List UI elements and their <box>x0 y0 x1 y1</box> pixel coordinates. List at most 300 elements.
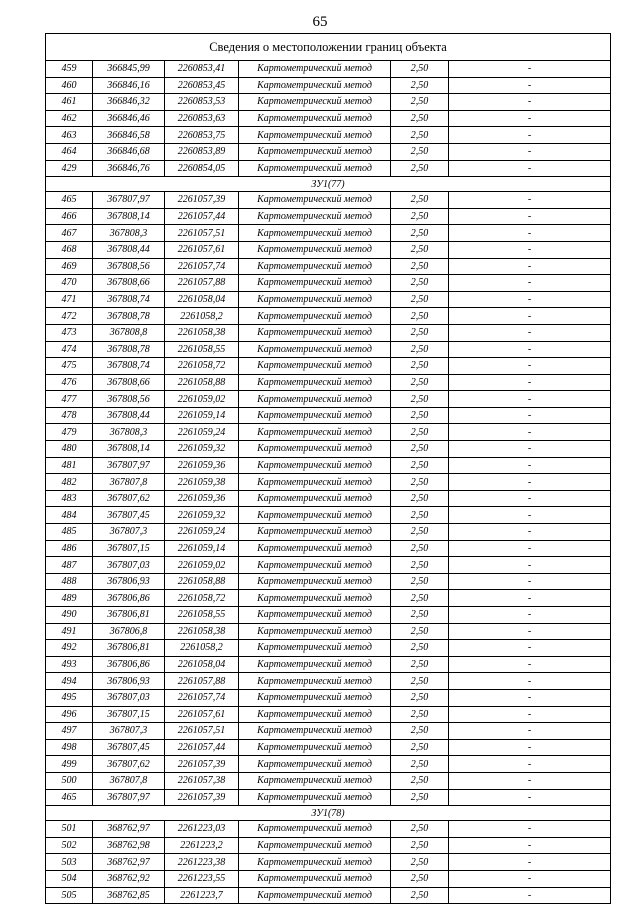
x-coordinate-cell: 367808,44 <box>93 241 165 258</box>
accuracy-cell: 2,50 <box>391 407 449 424</box>
accuracy-cell: 2,50 <box>391 789 449 806</box>
y-coordinate-cell: 2261059,38 <box>165 474 239 491</box>
table-row <box>46 590 611 607</box>
point-number-cell: 494 <box>46 673 93 690</box>
x-coordinate-cell: 368762,85 <box>93 887 165 904</box>
y-coordinate-cell: 2261058,88 <box>165 374 239 391</box>
table-row <box>46 192 611 209</box>
accuracy-cell: 2,50 <box>391 673 449 690</box>
table-row <box>46 258 611 275</box>
point-number-cell: 471 <box>46 291 93 308</box>
description-cell: - <box>449 308 611 325</box>
method-cell: Картометрический метод <box>239 673 391 690</box>
section-label: ЗУ1(77) <box>46 177 611 192</box>
accuracy-cell: 2,50 <box>391 324 449 341</box>
y-coordinate-cell: 2261057,44 <box>165 208 239 225</box>
method-cell: Картометрический метод <box>239 308 391 325</box>
y-coordinate-cell: 2261059,36 <box>165 457 239 474</box>
point-number-cell: 464 <box>46 143 93 160</box>
x-coordinate-cell: 367807,97 <box>93 457 165 474</box>
table-row <box>46 424 611 441</box>
x-coordinate-cell: 367807,15 <box>93 706 165 723</box>
description-cell: - <box>449 756 611 773</box>
x-coordinate-cell: 366846,32 <box>93 94 165 111</box>
y-coordinate-cell: 2261058,55 <box>165 607 239 624</box>
x-coordinate-cell: 367808,56 <box>93 391 165 408</box>
accuracy-cell: 2,50 <box>391 706 449 723</box>
y-coordinate-cell: 2261057,88 <box>165 673 239 690</box>
y-coordinate-cell: 2261223,03 <box>165 821 239 838</box>
x-coordinate-cell: 366846,46 <box>93 110 165 127</box>
y-coordinate-cell: 2261058,04 <box>165 291 239 308</box>
method-cell: Картометрический метод <box>239 324 391 341</box>
x-coordinate-cell: 367806,8 <box>93 623 165 640</box>
y-coordinate-cell: 2261058,38 <box>165 623 239 640</box>
x-coordinate-cell: 367808,66 <box>93 275 165 292</box>
method-cell: Картометрический метод <box>239 341 391 358</box>
y-coordinate-cell: 2261057,88 <box>165 275 239 292</box>
point-number-cell: 468 <box>46 241 93 258</box>
accuracy-cell: 2,50 <box>391 640 449 657</box>
description-cell: - <box>449 241 611 258</box>
x-coordinate-cell: 367807,15 <box>93 540 165 557</box>
table-row <box>46 457 611 474</box>
method-cell: Картометрический метод <box>239 656 391 673</box>
point-number-cell: 491 <box>46 623 93 640</box>
method-cell: Картометрический метод <box>239 358 391 375</box>
accuracy-cell: 2,50 <box>391 607 449 624</box>
table-row <box>46 127 611 144</box>
table-row <box>46 308 611 325</box>
y-coordinate-cell: 2261057,39 <box>165 756 239 773</box>
point-number-cell: 429 <box>46 160 93 177</box>
method-cell: Картометрический метод <box>239 241 391 258</box>
x-coordinate-cell: 367808,66 <box>93 374 165 391</box>
accuracy-cell: 2,50 <box>391 772 449 789</box>
y-coordinate-cell: 2260853,75 <box>165 127 239 144</box>
point-number-cell: 474 <box>46 341 93 358</box>
table-row <box>46 358 611 375</box>
y-coordinate-cell: 2260853,41 <box>165 61 239 78</box>
table-row <box>46 341 611 358</box>
method-cell: Картометрический метод <box>239 772 391 789</box>
table-row <box>46 887 611 904</box>
method-cell: Картометрический метод <box>239 706 391 723</box>
method-cell: Картометрический метод <box>239 689 391 706</box>
y-coordinate-cell: 2260854,05 <box>165 160 239 177</box>
method-cell: Картометрический метод <box>239 887 391 904</box>
description-cell: - <box>449 673 611 690</box>
point-number-cell: 485 <box>46 524 93 541</box>
y-coordinate-cell: 2261057,51 <box>165 225 239 242</box>
description-cell: - <box>449 110 611 127</box>
y-coordinate-cell: 2261059,24 <box>165 524 239 541</box>
method-cell: Картометрический метод <box>239 192 391 209</box>
method-cell: Картометрический метод <box>239 94 391 111</box>
accuracy-cell: 2,50 <box>391 374 449 391</box>
y-coordinate-cell: 2260853,53 <box>165 94 239 111</box>
description-cell: - <box>449 837 611 854</box>
accuracy-cell: 2,50 <box>391 94 449 111</box>
method-cell: Картометрический метод <box>239 837 391 854</box>
table-row <box>46 789 611 806</box>
description-cell: - <box>449 258 611 275</box>
table-row <box>46 507 611 524</box>
point-number-cell: 467 <box>46 225 93 242</box>
y-coordinate-cell: 2261059,32 <box>165 441 239 458</box>
point-number-cell: 496 <box>46 706 93 723</box>
y-coordinate-cell: 2261223,55 <box>165 870 239 887</box>
y-coordinate-cell: 2260853,89 <box>165 143 239 160</box>
accuracy-cell: 2,50 <box>391 61 449 78</box>
table-row <box>46 607 611 624</box>
description-cell: - <box>449 143 611 160</box>
description-cell: - <box>449 160 611 177</box>
description-cell: - <box>449 723 611 740</box>
point-number-cell: 497 <box>46 723 93 740</box>
table-row <box>46 208 611 225</box>
point-number-cell: 502 <box>46 837 93 854</box>
x-coordinate-cell: 367807,03 <box>93 689 165 706</box>
accuracy-cell: 2,50 <box>391 557 449 574</box>
x-coordinate-cell: 367807,45 <box>93 739 165 756</box>
method-cell: Картометрический метод <box>239 258 391 275</box>
y-coordinate-cell: 2261057,44 <box>165 739 239 756</box>
method-cell: Картометрический метод <box>239 590 391 607</box>
method-cell: Картометрический метод <box>239 275 391 292</box>
section-header-row <box>46 806 611 821</box>
point-number-cell: 478 <box>46 407 93 424</box>
accuracy-cell: 2,50 <box>391 870 449 887</box>
point-number-cell: 483 <box>46 490 93 507</box>
x-coordinate-cell: 367807,62 <box>93 756 165 773</box>
accuracy-cell: 2,50 <box>391 457 449 474</box>
method-cell: Картометрический метод <box>239 225 391 242</box>
method-cell: Картометрический метод <box>239 524 391 541</box>
accuracy-cell: 2,50 <box>391 723 449 740</box>
table-row <box>46 772 611 789</box>
table-row <box>46 756 611 773</box>
table-row <box>46 441 611 458</box>
x-coordinate-cell: 367807,8 <box>93 772 165 789</box>
accuracy-cell: 2,50 <box>391 192 449 209</box>
method-cell: Картометрический метод <box>239 160 391 177</box>
accuracy-cell: 2,50 <box>391 241 449 258</box>
table-row <box>46 821 611 838</box>
table-row <box>46 723 611 740</box>
table-row <box>46 623 611 640</box>
y-coordinate-cell: 2261057,39 <box>165 192 239 209</box>
y-coordinate-cell: 2261057,74 <box>165 258 239 275</box>
x-coordinate-cell: 367808,14 <box>93 441 165 458</box>
point-number-cell: 466 <box>46 208 93 225</box>
table-row <box>46 391 611 408</box>
point-number-cell: 484 <box>46 507 93 524</box>
x-coordinate-cell: 367808,8 <box>93 324 165 341</box>
description-cell: - <box>449 540 611 557</box>
description-cell: - <box>449 457 611 474</box>
description-cell: - <box>449 507 611 524</box>
y-coordinate-cell: 2261058,88 <box>165 573 239 590</box>
accuracy-cell: 2,50 <box>391 590 449 607</box>
method-cell: Картометрический метод <box>239 756 391 773</box>
x-coordinate-cell: 367806,81 <box>93 640 165 657</box>
x-coordinate-cell: 367807,45 <box>93 507 165 524</box>
point-number-cell: 480 <box>46 441 93 458</box>
description-cell: - <box>449 739 611 756</box>
description-cell: - <box>449 61 611 78</box>
y-coordinate-cell: 2261059,32 <box>165 507 239 524</box>
accuracy-cell: 2,50 <box>391 524 449 541</box>
method-cell: Картометрический метод <box>239 441 391 458</box>
description-cell: - <box>449 789 611 806</box>
table-row <box>46 640 611 657</box>
description-cell: - <box>449 607 611 624</box>
y-coordinate-cell: 2261057,74 <box>165 689 239 706</box>
description-cell: - <box>449 374 611 391</box>
accuracy-cell: 2,50 <box>391 258 449 275</box>
accuracy-cell: 2,50 <box>391 160 449 177</box>
point-number-cell: 493 <box>46 656 93 673</box>
method-cell: Картометрический метод <box>239 424 391 441</box>
x-coordinate-cell: 368762,92 <box>93 870 165 887</box>
description-cell: - <box>449 524 611 541</box>
table-row <box>46 77 611 94</box>
method-cell: Картометрический метод <box>239 61 391 78</box>
method-cell: Картометрический метод <box>239 77 391 94</box>
x-coordinate-cell: 367808,74 <box>93 291 165 308</box>
description-cell: - <box>449 441 611 458</box>
method-cell: Картометрический метод <box>239 821 391 838</box>
method-cell: Картометрический метод <box>239 208 391 225</box>
description-cell: - <box>449 706 611 723</box>
point-number-cell: 476 <box>46 374 93 391</box>
table-row <box>46 110 611 127</box>
y-coordinate-cell: 2260853,45 <box>165 77 239 94</box>
x-coordinate-cell: 368762,98 <box>93 837 165 854</box>
description-cell: - <box>449 870 611 887</box>
table-row <box>46 225 611 242</box>
description-cell: - <box>449 854 611 871</box>
description-cell: - <box>449 77 611 94</box>
x-coordinate-cell: 367807,8 <box>93 474 165 491</box>
method-cell: Картометрический метод <box>239 789 391 806</box>
accuracy-cell: 2,50 <box>391 341 449 358</box>
x-coordinate-cell: 368762,97 <box>93 821 165 838</box>
x-coordinate-cell: 367807,97 <box>93 789 165 806</box>
y-coordinate-cell: 2261059,36 <box>165 490 239 507</box>
table-row <box>46 474 611 491</box>
table-row <box>46 94 611 111</box>
x-coordinate-cell: 366846,68 <box>93 143 165 160</box>
table-row <box>46 573 611 590</box>
x-coordinate-cell: 367808,74 <box>93 358 165 375</box>
point-number-cell: 475 <box>46 358 93 375</box>
accuracy-cell: 2,50 <box>391 689 449 706</box>
point-number-cell: 461 <box>46 94 93 111</box>
method-cell: Картометрический метод <box>239 607 391 624</box>
x-coordinate-cell: 367807,3 <box>93 524 165 541</box>
table-row <box>46 656 611 673</box>
y-coordinate-cell: 2261059,24 <box>165 424 239 441</box>
accuracy-cell: 2,50 <box>391 110 449 127</box>
x-coordinate-cell: 368762,97 <box>93 854 165 871</box>
description-cell: - <box>449 573 611 590</box>
accuracy-cell: 2,50 <box>391 441 449 458</box>
method-cell: Картометрический метод <box>239 391 391 408</box>
description-cell: - <box>449 275 611 292</box>
point-number-cell: 499 <box>46 756 93 773</box>
y-coordinate-cell: 2261223,38 <box>165 854 239 871</box>
y-coordinate-cell: 2261058,04 <box>165 656 239 673</box>
point-number-cell: 481 <box>46 457 93 474</box>
point-number-cell: 460 <box>46 77 93 94</box>
description-cell: - <box>449 656 611 673</box>
accuracy-cell: 2,50 <box>391 656 449 673</box>
description-cell: - <box>449 474 611 491</box>
point-number-cell: 505 <box>46 887 93 904</box>
method-cell: Картометрический метод <box>239 457 391 474</box>
accuracy-cell: 2,50 <box>391 739 449 756</box>
table-row <box>46 706 611 723</box>
accuracy-cell: 2,50 <box>391 275 449 292</box>
x-coordinate-cell: 366846,58 <box>93 127 165 144</box>
method-cell: Картометрический метод <box>239 540 391 557</box>
method-cell: Картометрический метод <box>239 407 391 424</box>
description-cell: - <box>449 208 611 225</box>
table-row <box>46 324 611 341</box>
x-coordinate-cell: 366846,16 <box>93 77 165 94</box>
method-cell: Картометрический метод <box>239 723 391 740</box>
accuracy-cell: 2,50 <box>391 837 449 854</box>
description-cell: - <box>449 424 611 441</box>
table-row <box>46 739 611 756</box>
table-row <box>46 275 611 292</box>
description-cell: - <box>449 94 611 111</box>
method-cell: Картометрический метод <box>239 640 391 657</box>
point-number-cell: 459 <box>46 61 93 78</box>
y-coordinate-cell: 2261057,51 <box>165 723 239 740</box>
y-coordinate-cell: 2261057,61 <box>165 706 239 723</box>
y-coordinate-cell: 2261059,14 <box>165 407 239 424</box>
accuracy-cell: 2,50 <box>391 490 449 507</box>
point-number-cell: 501 <box>46 821 93 838</box>
table-row <box>46 689 611 706</box>
description-cell: - <box>449 623 611 640</box>
y-coordinate-cell: 2261059,02 <box>165 391 239 408</box>
description-cell: - <box>449 821 611 838</box>
point-number-cell: 490 <box>46 607 93 624</box>
point-number-cell: 470 <box>46 275 93 292</box>
table-row <box>46 61 611 78</box>
y-coordinate-cell: 2261059,02 <box>165 557 239 574</box>
point-number-cell: 487 <box>46 557 93 574</box>
accuracy-cell: 2,50 <box>391 854 449 871</box>
x-coordinate-cell: 367807,3 <box>93 723 165 740</box>
x-coordinate-cell: 367806,93 <box>93 573 165 590</box>
y-coordinate-cell: 2261057,38 <box>165 772 239 789</box>
table-row <box>46 870 611 887</box>
point-number-cell: 503 <box>46 854 93 871</box>
x-coordinate-cell: 367807,03 <box>93 557 165 574</box>
x-coordinate-cell: 367808,14 <box>93 208 165 225</box>
accuracy-cell: 2,50 <box>391 887 449 904</box>
description-cell: - <box>449 324 611 341</box>
table-row <box>46 540 611 557</box>
table-body <box>46 34 611 904</box>
point-number-cell: 500 <box>46 772 93 789</box>
point-number-cell: 498 <box>46 739 93 756</box>
x-coordinate-cell: 367808,3 <box>93 225 165 242</box>
description-cell: - <box>449 391 611 408</box>
method-cell: Картометрический метод <box>239 291 391 308</box>
method-cell: Картометрический метод <box>239 110 391 127</box>
description-cell: - <box>449 772 611 789</box>
section-header-row <box>46 177 611 192</box>
point-number-cell: 492 <box>46 640 93 657</box>
description-cell: - <box>449 490 611 507</box>
point-number-cell: 472 <box>46 308 93 325</box>
method-cell: Картометрический метод <box>239 490 391 507</box>
table-row <box>46 241 611 258</box>
table-row <box>46 524 611 541</box>
accuracy-cell: 2,50 <box>391 424 449 441</box>
description-cell: - <box>449 341 611 358</box>
x-coordinate-cell: 367807,97 <box>93 192 165 209</box>
point-number-cell: 465 <box>46 789 93 806</box>
accuracy-cell: 2,50 <box>391 821 449 838</box>
x-coordinate-cell: 367807,62 <box>93 490 165 507</box>
point-number-cell: 479 <box>46 424 93 441</box>
x-coordinate-cell: 367806,81 <box>93 607 165 624</box>
y-coordinate-cell: 2260853,63 <box>165 110 239 127</box>
y-coordinate-cell: 2261058,2 <box>165 640 239 657</box>
x-coordinate-cell: 366846,76 <box>93 160 165 177</box>
description-cell: - <box>449 291 611 308</box>
point-number-cell: 486 <box>46 540 93 557</box>
table-row <box>46 854 611 871</box>
x-coordinate-cell: 367806,86 <box>93 590 165 607</box>
y-coordinate-cell: 2261058,2 <box>165 308 239 325</box>
table-row <box>46 374 611 391</box>
table-row <box>46 407 611 424</box>
y-coordinate-cell: 2261058,72 <box>165 590 239 607</box>
point-number-cell: 477 <box>46 391 93 408</box>
table-row <box>46 673 611 690</box>
method-cell: Картометрический метод <box>239 474 391 491</box>
y-coordinate-cell: 2261057,39 <box>165 789 239 806</box>
x-coordinate-cell: 367806,93 <box>93 673 165 690</box>
point-number-cell: 473 <box>46 324 93 341</box>
description-cell: - <box>449 557 611 574</box>
boundary-table-frame <box>45 33 610 904</box>
description-cell: - <box>449 407 611 424</box>
accuracy-cell: 2,50 <box>391 391 449 408</box>
description-cell: - <box>449 689 611 706</box>
page-number: 65 <box>312 14 328 30</box>
accuracy-cell: 2,50 <box>391 507 449 524</box>
y-coordinate-cell: 2261058,72 <box>165 358 239 375</box>
method-cell: Картометрический метод <box>239 623 391 640</box>
accuracy-cell: 2,50 <box>391 208 449 225</box>
accuracy-cell: 2,50 <box>391 225 449 242</box>
method-cell: Картометрический метод <box>239 557 391 574</box>
boundary-coordinates-table <box>45 33 611 904</box>
accuracy-cell: 2,50 <box>391 127 449 144</box>
x-coordinate-cell: 367808,56 <box>93 258 165 275</box>
x-coordinate-cell: 367808,3 <box>93 424 165 441</box>
method-cell: Картометрический метод <box>239 854 391 871</box>
